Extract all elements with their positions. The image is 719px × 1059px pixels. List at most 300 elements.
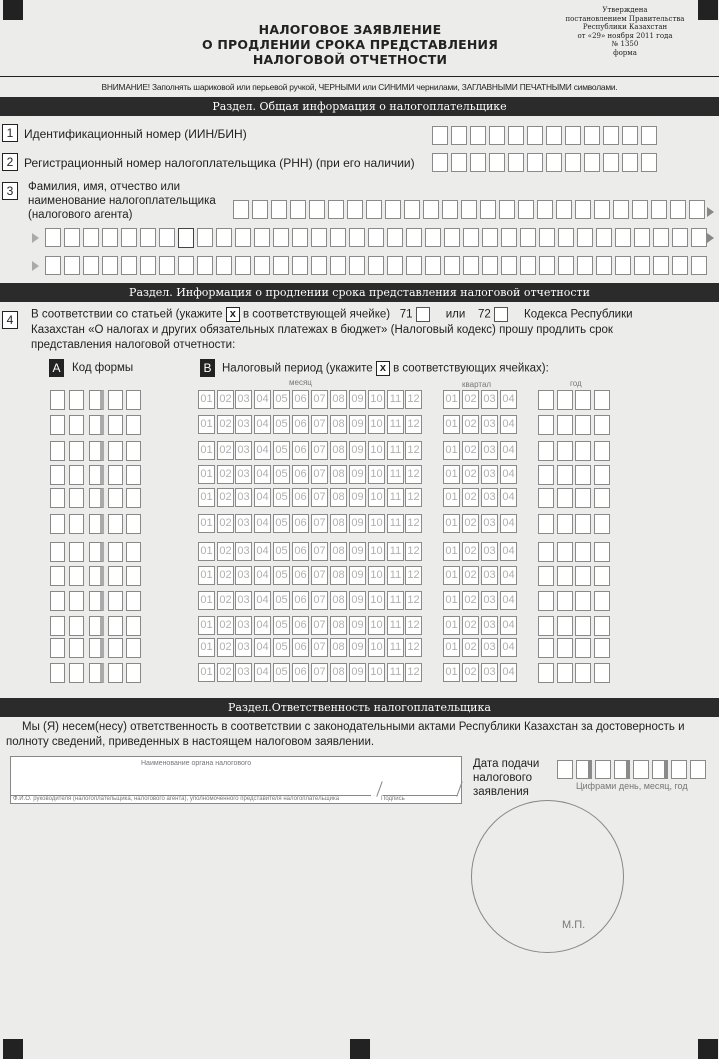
year-cell[interactable] xyxy=(575,566,591,586)
input-cell[interactable] xyxy=(615,256,631,275)
year-cell[interactable] xyxy=(575,465,591,485)
input-cell[interactable] xyxy=(406,256,422,275)
quarter-cell[interactable]: 02 xyxy=(462,663,479,682)
year-cell[interactable] xyxy=(575,663,591,683)
month-cell[interactable]: 03 xyxy=(235,514,252,533)
input-cell[interactable] xyxy=(482,256,498,275)
form-code-cell[interactable] xyxy=(126,465,141,485)
month-cell[interactable]: 04 xyxy=(254,566,271,585)
form-code-cell[interactable] xyxy=(89,663,104,683)
input-cell[interactable] xyxy=(140,256,156,275)
input-cell[interactable] xyxy=(603,153,619,172)
form-code-cell[interactable] xyxy=(89,591,104,611)
input-cell[interactable] xyxy=(178,228,194,248)
month-cell[interactable]: 12 xyxy=(405,566,422,585)
form-code-cell[interactable] xyxy=(108,390,123,410)
month-cell[interactable]: 08 xyxy=(330,465,347,484)
month-cell[interactable]: 07 xyxy=(311,488,328,507)
year-cell[interactable] xyxy=(594,566,610,586)
month-cell[interactable]: 09 xyxy=(349,441,366,460)
input-cell[interactable] xyxy=(622,153,638,172)
month-cell[interactable]: 10 xyxy=(368,465,385,484)
form-code-cell[interactable] xyxy=(108,465,123,485)
year-cell[interactable] xyxy=(538,638,554,658)
input-cell[interactable] xyxy=(508,153,524,172)
year-cell[interactable] xyxy=(594,441,610,461)
input-cell[interactable] xyxy=(634,228,650,247)
month-cell[interactable]: 11 xyxy=(387,514,404,533)
input-cell[interactable] xyxy=(463,256,479,275)
month-cell[interactable]: 12 xyxy=(405,415,422,434)
month-cell[interactable]: 09 xyxy=(349,616,366,635)
form-code-cell[interactable] xyxy=(69,542,84,562)
form-code-cell[interactable] xyxy=(126,390,141,410)
month-cell[interactable]: 10 xyxy=(368,390,385,409)
month-cell[interactable]: 05 xyxy=(273,390,290,409)
month-cell[interactable]: 04 xyxy=(254,542,271,561)
quarter-cell[interactable]: 04 xyxy=(500,415,517,434)
form-code-cell[interactable] xyxy=(108,616,123,636)
month-cell[interactable]: 10 xyxy=(368,591,385,610)
submission-date-input[interactable] xyxy=(557,760,709,779)
form-code-cell[interactable] xyxy=(126,616,141,636)
month-cell[interactable]: 03 xyxy=(235,663,252,682)
year-cell[interactable] xyxy=(538,566,554,586)
month-cell[interactable]: 10 xyxy=(368,566,385,585)
month-cell[interactable]: 09 xyxy=(349,663,366,682)
input-cell[interactable] xyxy=(432,126,448,145)
year-cell[interactable] xyxy=(557,591,573,611)
input-cell[interactable] xyxy=(45,228,61,247)
year-cell[interactable] xyxy=(538,616,554,636)
month-cell[interactable]: 07 xyxy=(311,415,328,434)
month-cell[interactable]: 02 xyxy=(217,591,234,610)
form-code-cell[interactable] xyxy=(69,415,84,435)
month-cell[interactable]: 04 xyxy=(254,390,271,409)
input-cell[interactable] xyxy=(349,256,365,275)
input-cell[interactable] xyxy=(387,256,403,275)
year-cell[interactable] xyxy=(575,441,591,461)
month-cell[interactable]: 03 xyxy=(235,390,252,409)
month-cell[interactable]: 01 xyxy=(198,591,215,610)
input-cell[interactable] xyxy=(520,228,536,247)
month-cell[interactable]: 03 xyxy=(235,542,252,561)
month-cell[interactable]: 12 xyxy=(405,488,422,507)
quarter-cell[interactable]: 04 xyxy=(500,663,517,682)
input-cell[interactable] xyxy=(349,228,365,247)
quarter-cell[interactable]: 04 xyxy=(500,638,517,657)
form-code-cell[interactable] xyxy=(50,390,65,410)
month-cell[interactable]: 04 xyxy=(254,514,271,533)
input-cell[interactable] xyxy=(480,200,496,219)
input-cell[interactable] xyxy=(641,126,657,145)
month-cell[interactable]: 09 xyxy=(349,638,366,657)
quarter-cell[interactable]: 04 xyxy=(500,566,517,585)
form-code-cell[interactable] xyxy=(69,441,84,461)
year-cell[interactable] xyxy=(538,415,554,435)
input-cell[interactable] xyxy=(271,200,287,219)
input-cell[interactable] xyxy=(613,200,629,219)
year-cell[interactable] xyxy=(575,415,591,435)
month-cell[interactable]: 07 xyxy=(311,441,328,460)
form-code-cell[interactable] xyxy=(50,663,65,683)
input-cell[interactable] xyxy=(558,256,574,275)
month-cell[interactable]: 05 xyxy=(273,415,290,434)
input-cell[interactable] xyxy=(216,256,232,275)
month-cell[interactable]: 05 xyxy=(273,465,290,484)
form-code-cell[interactable] xyxy=(69,514,84,534)
month-cell[interactable]: 01 xyxy=(198,441,215,460)
input-cell[interactable] xyxy=(470,126,486,145)
month-cell[interactable]: 02 xyxy=(217,390,234,409)
month-cell[interactable]: 06 xyxy=(292,542,309,561)
input-cell[interactable] xyxy=(520,256,536,275)
month-cell[interactable]: 01 xyxy=(198,566,215,585)
input-cell[interactable] xyxy=(558,228,574,247)
month-cell[interactable]: 05 xyxy=(273,638,290,657)
month-cell[interactable]: 12 xyxy=(405,542,422,561)
year-cell[interactable] xyxy=(594,616,610,636)
month-cell[interactable]: 12 xyxy=(405,390,422,409)
month-cell[interactable]: 12 xyxy=(405,441,422,460)
input-cell[interactable] xyxy=(309,200,325,219)
input-cell[interactable] xyxy=(670,200,686,219)
form-code-cell[interactable] xyxy=(89,488,104,508)
form-code-cell[interactable] xyxy=(108,441,123,461)
quarter-cell[interactable]: 04 xyxy=(500,514,517,533)
month-cell[interactable]: 06 xyxy=(292,415,309,434)
month-cell[interactable]: 02 xyxy=(217,465,234,484)
input-cell[interactable] xyxy=(596,228,612,247)
month-cell[interactable]: 09 xyxy=(349,465,366,484)
input-cell[interactable] xyxy=(45,256,61,275)
quarter-cell[interactable]: 03 xyxy=(481,663,498,682)
month-cell[interactable]: 06 xyxy=(292,441,309,460)
month-cell[interactable]: 05 xyxy=(273,663,290,682)
year-cell[interactable] xyxy=(538,514,554,534)
month-cell[interactable]: 10 xyxy=(368,663,385,682)
input-cell[interactable] xyxy=(387,228,403,247)
year-cell[interactable] xyxy=(538,663,554,683)
input-cell[interactable] xyxy=(366,200,382,219)
year-cell[interactable] xyxy=(594,465,610,485)
input-cell[interactable] xyxy=(451,126,467,145)
year-cell[interactable] xyxy=(594,488,610,508)
input-cell[interactable] xyxy=(652,760,668,779)
month-cell[interactable]: 10 xyxy=(368,441,385,460)
input-cell[interactable] xyxy=(501,228,517,247)
month-cell[interactable]: 10 xyxy=(368,514,385,533)
quarter-cell[interactable]: 04 xyxy=(500,441,517,460)
month-cell[interactable]: 11 xyxy=(387,441,404,460)
form-code-cell[interactable] xyxy=(69,566,84,586)
month-cell[interactable]: 03 xyxy=(235,465,252,484)
month-cell[interactable]: 03 xyxy=(235,488,252,507)
form-code-cell[interactable] xyxy=(89,638,104,658)
input-cell[interactable] xyxy=(508,126,524,145)
month-cell[interactable]: 03 xyxy=(235,591,252,610)
form-code-cell[interactable] xyxy=(69,465,84,485)
year-cell[interactable] xyxy=(538,542,554,562)
input-cell[interactable] xyxy=(140,228,156,247)
month-cell[interactable]: 04 xyxy=(254,638,271,657)
article-72-checkbox[interactable] xyxy=(494,307,508,322)
input-cell[interactable] xyxy=(292,228,308,247)
month-cell[interactable]: 07 xyxy=(311,663,328,682)
month-cell[interactable]: 11 xyxy=(387,591,404,610)
input-cell[interactable] xyxy=(671,760,687,779)
month-cell[interactable]: 05 xyxy=(273,542,290,561)
input-cell[interactable] xyxy=(159,228,175,247)
month-cell[interactable]: 07 xyxy=(311,566,328,585)
name-input-row3[interactable] xyxy=(45,256,710,275)
input-cell[interactable] xyxy=(539,228,555,247)
input-cell[interactable] xyxy=(499,200,515,219)
input-cell[interactable] xyxy=(290,200,306,219)
year-cell[interactable] xyxy=(557,441,573,461)
month-cell[interactable]: 09 xyxy=(349,591,366,610)
input-cell[interactable] xyxy=(653,256,669,275)
month-cell[interactable]: 08 xyxy=(330,591,347,610)
input-cell[interactable] xyxy=(518,200,534,219)
month-cell[interactable]: 02 xyxy=(217,488,234,507)
input-cell[interactable] xyxy=(672,228,688,247)
signature-box[interactable] xyxy=(10,756,462,804)
input-cell[interactable] xyxy=(406,228,422,247)
month-cell[interactable]: 10 xyxy=(368,542,385,561)
month-cell[interactable]: 01 xyxy=(198,514,215,533)
month-cell[interactable]: 01 xyxy=(198,663,215,682)
input-cell[interactable] xyxy=(672,256,688,275)
input-cell[interactable] xyxy=(83,256,99,275)
year-cell[interactable] xyxy=(557,488,573,508)
month-cell[interactable]: 08 xyxy=(330,638,347,657)
form-code-cell[interactable] xyxy=(50,415,65,435)
input-cell[interactable] xyxy=(653,228,669,247)
input-cell[interactable] xyxy=(577,228,593,247)
form-code-cell[interactable] xyxy=(50,441,65,461)
month-cell[interactable]: 06 xyxy=(292,514,309,533)
input-cell[interactable] xyxy=(235,228,251,247)
year-cell[interactable] xyxy=(538,465,554,485)
input-cell[interactable] xyxy=(432,153,448,172)
input-cell[interactable] xyxy=(451,153,467,172)
input-cell[interactable] xyxy=(444,256,460,275)
form-code-cell[interactable] xyxy=(89,441,104,461)
year-cell[interactable] xyxy=(575,390,591,410)
form-code-cell[interactable] xyxy=(89,616,104,636)
form-code-cell[interactable] xyxy=(69,663,84,683)
form-code-cell[interactable] xyxy=(50,566,65,586)
quarter-cell[interactable]: 03 xyxy=(481,638,498,657)
month-cell[interactable]: 10 xyxy=(368,488,385,507)
quarter-cell[interactable]: 02 xyxy=(462,616,479,635)
year-cell[interactable] xyxy=(538,441,554,461)
input-cell[interactable] xyxy=(546,153,562,172)
input-cell[interactable] xyxy=(482,228,498,247)
year-cell[interactable] xyxy=(575,488,591,508)
input-cell[interactable] xyxy=(368,228,384,247)
month-cell[interactable]: 08 xyxy=(330,566,347,585)
input-cell[interactable] xyxy=(556,200,572,219)
input-cell[interactable] xyxy=(102,228,118,247)
year-cell[interactable] xyxy=(557,663,573,683)
month-cell[interactable]: 09 xyxy=(349,488,366,507)
year-cell[interactable] xyxy=(575,542,591,562)
input-cell[interactable] xyxy=(330,256,346,275)
input-cell[interactable] xyxy=(577,256,593,275)
input-cell[interactable] xyxy=(565,126,581,145)
input-cell[interactable] xyxy=(527,153,543,172)
month-cell[interactable]: 02 xyxy=(217,663,234,682)
input-cell[interactable] xyxy=(575,200,591,219)
quarter-cell[interactable]: 04 xyxy=(500,390,517,409)
input-cell[interactable] xyxy=(83,228,99,247)
input-cell[interactable] xyxy=(425,256,441,275)
quarter-cell[interactable]: 01 xyxy=(443,663,460,682)
input-cell[interactable] xyxy=(584,126,600,145)
month-cell[interactable]: 05 xyxy=(273,616,290,635)
year-cell[interactable] xyxy=(594,390,610,410)
month-cell[interactable]: 03 xyxy=(235,441,252,460)
input-cell[interactable] xyxy=(425,228,441,247)
quarter-cell[interactable]: 01 xyxy=(443,591,460,610)
month-cell[interactable]: 07 xyxy=(311,638,328,657)
form-code-cell[interactable] xyxy=(126,542,141,562)
form-code-cell[interactable] xyxy=(126,514,141,534)
input-cell[interactable] xyxy=(470,153,486,172)
name-input-row2[interactable] xyxy=(45,228,710,248)
month-cell[interactable]: 06 xyxy=(292,638,309,657)
year-cell[interactable] xyxy=(594,591,610,611)
form-code-cell[interactable] xyxy=(108,415,123,435)
month-cell[interactable]: 11 xyxy=(387,415,404,434)
quarter-cell[interactable]: 02 xyxy=(462,514,479,533)
month-cell[interactable]: 02 xyxy=(217,514,234,533)
form-code-cell[interactable] xyxy=(50,465,65,485)
input-cell[interactable] xyxy=(595,760,611,779)
input-cell[interactable] xyxy=(444,228,460,247)
quarter-cell[interactable]: 02 xyxy=(462,390,479,409)
month-cell[interactable]: 08 xyxy=(330,441,347,460)
month-cell[interactable]: 06 xyxy=(292,591,309,610)
month-cell[interactable]: 12 xyxy=(405,514,422,533)
month-cell[interactable]: 09 xyxy=(349,514,366,533)
month-cell[interactable]: 11 xyxy=(387,616,404,635)
name-input-row1[interactable] xyxy=(233,200,708,219)
year-cell[interactable] xyxy=(575,514,591,534)
iin-bin-input[interactable] xyxy=(432,126,660,145)
form-code-cell[interactable] xyxy=(108,566,123,586)
month-cell[interactable]: 11 xyxy=(387,566,404,585)
input-cell[interactable] xyxy=(546,126,562,145)
month-cell[interactable]: 01 xyxy=(198,465,215,484)
input-cell[interactable] xyxy=(159,256,175,275)
year-cell[interactable] xyxy=(594,663,610,683)
input-cell[interactable] xyxy=(368,256,384,275)
input-cell[interactable] xyxy=(691,228,707,247)
form-code-cell[interactable] xyxy=(50,542,65,562)
input-cell[interactable] xyxy=(689,200,705,219)
month-cell[interactable]: 02 xyxy=(217,542,234,561)
input-cell[interactable] xyxy=(632,200,648,219)
input-cell[interactable] xyxy=(311,228,327,247)
month-cell[interactable]: 01 xyxy=(198,488,215,507)
year-cell[interactable] xyxy=(594,638,610,658)
form-code-cell[interactable] xyxy=(126,415,141,435)
form-code-cell[interactable] xyxy=(108,638,123,658)
year-cell[interactable] xyxy=(557,465,573,485)
year-cell[interactable] xyxy=(575,591,591,611)
month-cell[interactable]: 05 xyxy=(273,591,290,610)
quarter-cell[interactable]: 04 xyxy=(500,542,517,561)
input-cell[interactable] xyxy=(311,256,327,275)
form-code-cell[interactable] xyxy=(50,616,65,636)
input-cell[interactable] xyxy=(603,126,619,145)
quarter-cell[interactable]: 03 xyxy=(481,415,498,434)
form-code-cell[interactable] xyxy=(126,638,141,658)
month-cell[interactable]: 06 xyxy=(292,465,309,484)
month-cell[interactable]: 02 xyxy=(217,638,234,657)
quarter-cell[interactable]: 03 xyxy=(481,591,498,610)
quarter-cell[interactable]: 01 xyxy=(443,441,460,460)
month-cell[interactable]: 08 xyxy=(330,415,347,434)
month-cell[interactable]: 10 xyxy=(368,638,385,657)
year-cell[interactable] xyxy=(538,390,554,410)
form-code-cell[interactable] xyxy=(108,542,123,562)
month-cell[interactable]: 07 xyxy=(311,591,328,610)
input-cell[interactable] xyxy=(197,256,213,275)
input-cell[interactable] xyxy=(537,200,553,219)
month-cell[interactable]: 01 xyxy=(198,638,215,657)
input-cell[interactable] xyxy=(463,228,479,247)
year-cell[interactable] xyxy=(557,542,573,562)
month-cell[interactable]: 06 xyxy=(292,616,309,635)
month-cell[interactable]: 11 xyxy=(387,465,404,484)
form-code-cell[interactable] xyxy=(89,415,104,435)
quarter-cell[interactable]: 01 xyxy=(443,415,460,434)
input-cell[interactable] xyxy=(292,256,308,275)
month-cell[interactable]: 11 xyxy=(387,542,404,561)
year-cell[interactable] xyxy=(557,616,573,636)
quarter-cell[interactable]: 02 xyxy=(462,465,479,484)
input-cell[interactable] xyxy=(539,256,555,275)
form-code-cell[interactable] xyxy=(89,542,104,562)
input-cell[interactable] xyxy=(527,126,543,145)
month-cell[interactable]: 04 xyxy=(254,616,271,635)
month-cell[interactable]: 01 xyxy=(198,616,215,635)
form-code-cell[interactable] xyxy=(69,591,84,611)
form-code-cell[interactable] xyxy=(69,488,84,508)
year-cell[interactable] xyxy=(557,638,573,658)
input-cell[interactable] xyxy=(576,760,592,779)
input-cell[interactable] xyxy=(634,256,650,275)
month-cell[interactable]: 04 xyxy=(254,415,271,434)
input-cell[interactable] xyxy=(273,256,289,275)
input-cell[interactable] xyxy=(442,200,458,219)
quarter-cell[interactable]: 01 xyxy=(443,390,460,409)
quarter-cell[interactable]: 03 xyxy=(481,542,498,561)
month-cell[interactable]: 07 xyxy=(311,465,328,484)
month-cell[interactable]: 01 xyxy=(198,542,215,561)
month-cell[interactable]: 02 xyxy=(217,415,234,434)
month-cell[interactable]: 11 xyxy=(387,663,404,682)
month-cell[interactable]: 08 xyxy=(330,488,347,507)
input-cell[interactable] xyxy=(273,228,289,247)
input-cell[interactable] xyxy=(489,153,505,172)
input-cell[interactable] xyxy=(594,200,610,219)
input-cell[interactable] xyxy=(254,256,270,275)
